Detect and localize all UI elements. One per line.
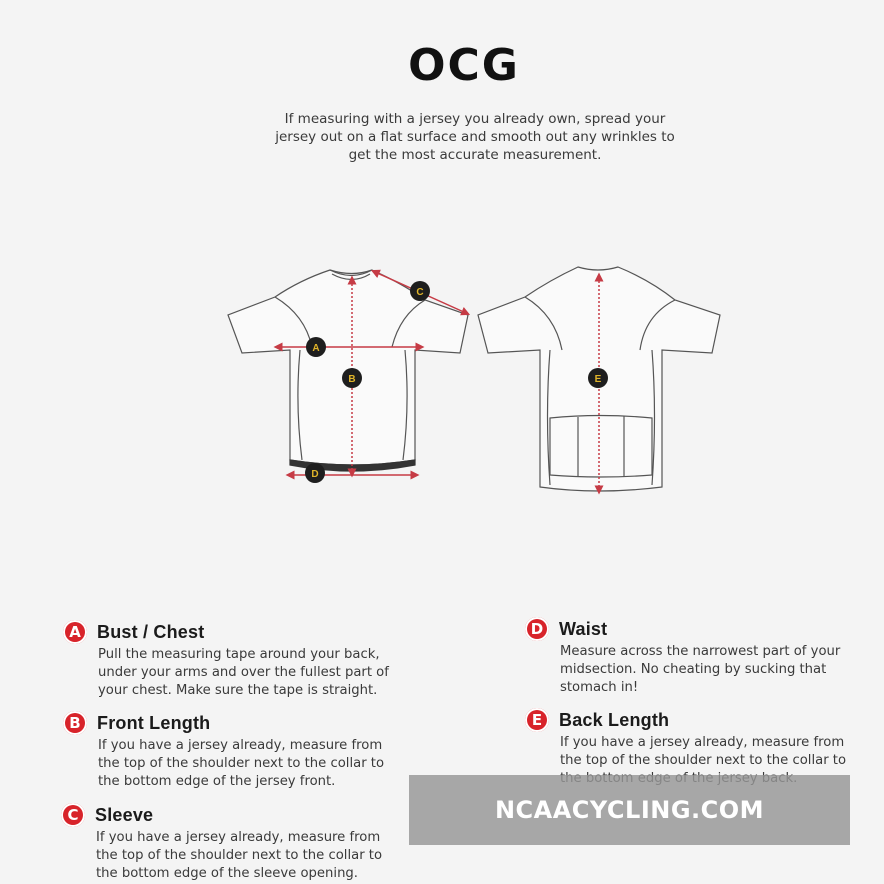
marker-a (306, 337, 326, 357)
description-line: If you have a jersey already, measure from (98, 738, 383, 753)
section-waist (525, 617, 865, 697)
logo-text: OCG (408, 40, 520, 90)
intro-paragraph (230, 110, 720, 164)
description-line: If you have a jersey already, measure from (560, 735, 845, 750)
description-line: stomach in! (560, 680, 639, 695)
description-line: the top of the shoulder next to the collar to (560, 753, 847, 768)
watermark-text: NCAACYCLING.COM (494, 796, 765, 824)
section-title: Waist (559, 618, 608, 639)
description-line: your chest. Make sure the tape is straight. (98, 683, 378, 698)
description-line: midsection. No cheating by sucking that (560, 662, 827, 677)
badge-e: E (525, 708, 549, 732)
section-bust-chest (63, 620, 403, 700)
section-description (96, 829, 401, 883)
intro-line: If measuring with a jersey you already own, spread your (284, 111, 666, 127)
badge-d: D (525, 617, 549, 641)
section-description (98, 737, 403, 791)
marker-e (588, 368, 608, 388)
section-sleeve (61, 803, 401, 883)
intro-line: jersey out on a flat surface and smooth out any wrinkles to (275, 129, 675, 145)
svg-text:E: E (594, 374, 602, 385)
svg-text:C: C (416, 287, 424, 298)
section-description (560, 643, 865, 697)
description-line: Pull the measuring tape around your back, (98, 647, 380, 662)
description-line: Measure across the narrowest part of your (560, 644, 841, 659)
description-line: If you have a jersey already, measure from (96, 830, 381, 845)
watermark-banner (409, 775, 850, 845)
badge-a: A (63, 620, 87, 644)
description-line: under your arms and over the fullest part of (98, 665, 389, 680)
description-line: the bottom edge of the jersey front. (98, 774, 336, 789)
svg-text:B: B (348, 374, 356, 385)
marker-d (305, 463, 325, 483)
description-line: the top of the shoulder next to the collar to (96, 848, 383, 863)
section-title: Sleeve (95, 804, 154, 825)
section-title: Bust / Chest (97, 621, 205, 642)
section-description (98, 646, 403, 700)
jersey-diagram (220, 255, 730, 505)
section-front-length (63, 711, 403, 791)
section-title: Back Length (559, 709, 670, 730)
marker-b (342, 368, 362, 388)
description-line: the top of the shoulder next to the collar to (98, 756, 385, 771)
badge-b: B (63, 711, 87, 735)
description-line: the bottom edge of the sleeve opening. (96, 866, 358, 881)
ocg-logo (384, 40, 544, 90)
svg-text:A: A (312, 343, 320, 354)
intro-line: get the most accurate measurement. (348, 147, 602, 163)
marker-c (410, 281, 430, 301)
badge-c: C (61, 803, 85, 827)
section-title: Front Length (97, 712, 211, 733)
svg-text:D: D (311, 469, 319, 480)
